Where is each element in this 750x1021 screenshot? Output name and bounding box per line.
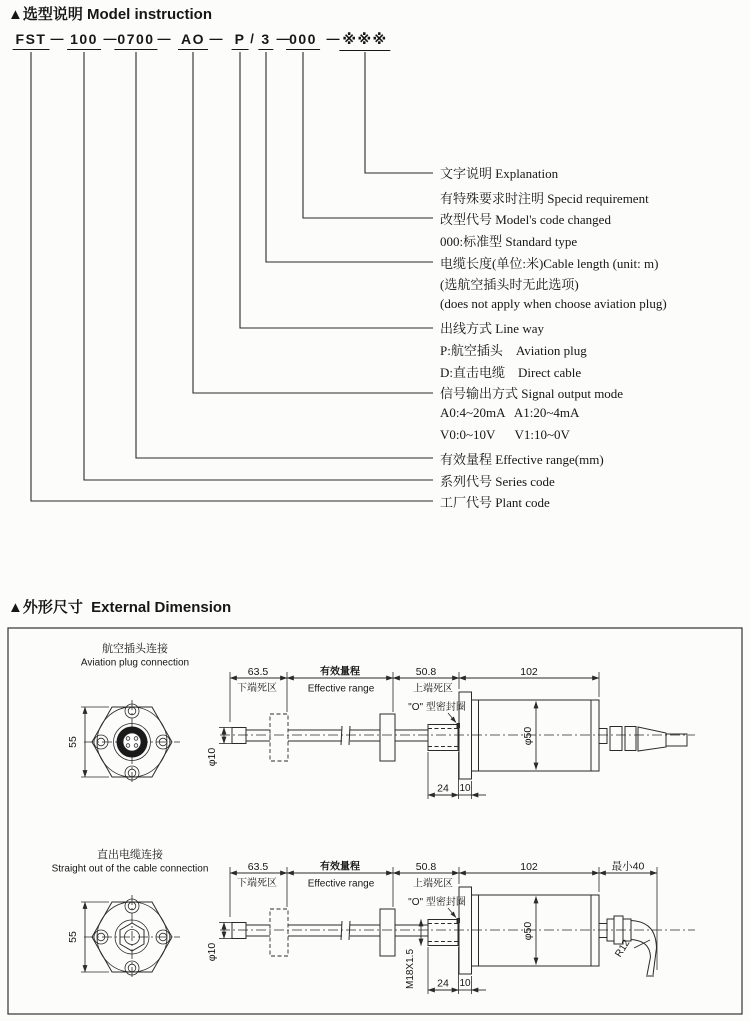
dim-63-5-label-2: 63.5 <box>247 861 269 873</box>
tree-line-line-way <box>240 52 433 328</box>
straight-cable-drawing <box>52 847 695 994</box>
explanation-no-option-en: (does not apply when choose aviation plug) <box>440 296 667 311</box>
lower-dead-zone-label: 下端死区 <box>237 683 277 694</box>
o-ring-leader-2 <box>448 908 456 918</box>
tree-line-signal-output <box>193 52 433 393</box>
code-segment-changed: 000 <box>286 31 320 50</box>
dimension-box-border <box>8 628 742 1014</box>
dia-50-label: φ50 <box>522 726 534 746</box>
explanation-aviation-plug: P:航空插头 Aviation plug <box>440 343 587 358</box>
code-separator-3: — <box>157 31 171 46</box>
explanation-special-req: 有特殊要求时注明 Specid requirement <box>440 191 649 206</box>
dia-10-label: φ10 <box>206 747 218 767</box>
dim-63-5-label: 63.5 <box>247 666 269 678</box>
o-ring-label-2: "O" 型密封圈 <box>408 897 466 908</box>
effective-range-en-label: Effective range <box>307 683 375 695</box>
code-separator-slash: / <box>250 31 254 46</box>
code-separator-4: — <box>209 31 223 46</box>
tree-line-plant-code <box>31 52 433 501</box>
thread-label: M18X1.5 <box>405 948 416 990</box>
code-segment-series: 100 <box>67 31 101 50</box>
explanation-explanation: 文字说明 Explanation <box>440 166 559 181</box>
explanation-voltage-modes: V0:0~10V V1:10~0V <box>440 427 570 442</box>
code-separator-6: — <box>326 31 340 46</box>
aviation-title-cn: 航空插头连接 <box>102 643 168 655</box>
dim-102-label-2: 102 <box>520 861 538 873</box>
explanation-series-code: 系列代号 Series code <box>440 474 555 489</box>
dim-55-label: 55 <box>67 736 79 748</box>
code-separator-5: — <box>276 31 290 46</box>
dim-10-label-2: 10 <box>459 978 471 989</box>
explanation-cable-length: 电缆长度(单位:米)Cable length (unit: m) <box>440 256 659 271</box>
explanation-no-option-cn: (选航空插头时无此选项) <box>440 277 579 292</box>
tree-line-cable-length <box>266 52 433 262</box>
cable-title-cn: 直出电缆连接 <box>97 849 163 861</box>
code-segment-remark: ※※※ <box>339 31 390 51</box>
aviation-plug-connector <box>599 727 687 752</box>
code-segment-cablelen: 3 <box>258 31 273 50</box>
dim-102-label: 102 <box>520 666 538 678</box>
dimension-drawings <box>0 620 750 1021</box>
aviation-plug-drawing <box>67 641 695 799</box>
dia-50-label-2: φ50 <box>522 921 534 941</box>
dia-10-label-2: φ10 <box>206 942 218 962</box>
aviation-connector-face <box>114 724 151 761</box>
o-ring-label: "O" 型密封圈 <box>408 702 466 713</box>
dim-50-8-label: 50.8 <box>415 666 437 678</box>
explanation-direct-cable: D:直击电缆 Direct cable <box>440 365 582 380</box>
effective-range-en-label-2: Effective range <box>307 878 375 890</box>
o-ring-leader <box>448 713 456 723</box>
code-segment-lineway: P <box>232 31 249 50</box>
explanation-effective-range: 有效量程 Effective range(mm) <box>440 452 604 467</box>
r12-label: R12 <box>613 937 633 960</box>
explanation-standard-type: 000:标准型 Standard type <box>440 234 578 249</box>
tree-line-explanation <box>365 52 433 173</box>
code-segment-plant: FST <box>13 31 50 50</box>
explanation-line-way: 出线方式 Line way <box>440 321 544 336</box>
tree-line-model-code-changed <box>303 52 433 218</box>
aviation-title-en: Aviation plug connection <box>80 657 190 669</box>
external-dimension-title: ▲外形尺寸 External Dimension <box>8 599 232 616</box>
dim-55-label-2: 55 <box>67 931 79 943</box>
explanation-plant-code: 工厂代号 Plant code <box>440 495 550 510</box>
model-instruction-title: ▲选型说明 Model instruction <box>8 6 213 23</box>
code-segment-signal: AO <box>178 31 208 50</box>
cable-title-en: Straight out of the cable connection <box>51 863 209 875</box>
dim-50-8-label-2: 50.8 <box>415 861 437 873</box>
upper-dead-zone-label: 上端死区 <box>413 683 453 695</box>
code-separator-1: — <box>50 31 64 46</box>
dim-24-label: 24 <box>437 782 449 795</box>
lower-dead-zone-label-2: 下端死区 <box>237 878 277 889</box>
effective-range-cn-label: 有效量程 <box>320 666 360 678</box>
dim-24-label-2: 24 <box>437 977 449 990</box>
upper-dead-zone-label-2: 上端死区 <box>413 878 453 890</box>
tree-line-effective-range <box>136 52 433 458</box>
code-segment-range: 0700 <box>114 31 157 50</box>
explanation-signal-output: 信号输出方式 Signal output mode <box>440 386 624 401</box>
code-separator-2: — <box>103 31 117 46</box>
dim-10-label: 10 <box>459 783 471 794</box>
min-40-label: 最小40 <box>611 860 645 873</box>
effective-range-cn-label-2: 有效量程 <box>320 861 360 873</box>
explanation-current-modes: A0:4~20mA A1:20~4mA <box>440 405 580 420</box>
explanation-model-code-changed: 改型代号 Model's code changed <box>440 212 611 227</box>
